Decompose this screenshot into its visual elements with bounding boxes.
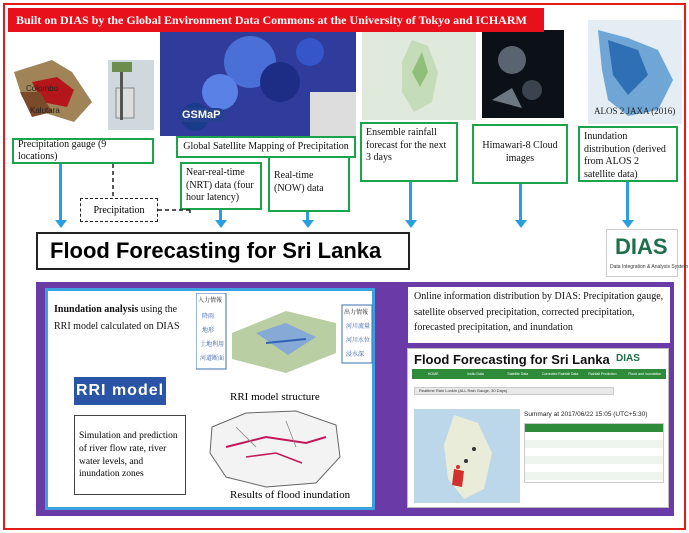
top-banner: Built on DIAS by the Global Environment Data Commons at the University of Tokyo and ICHARM — [8, 8, 544, 32]
arrow-ensemble-head — [405, 220, 417, 228]
arrow-inundation — [626, 182, 629, 220]
site-map[interactable] — [414, 409, 520, 503]
arrow-now-head — [302, 220, 314, 228]
site-summary-table — [524, 423, 664, 483]
site-nav-corrected[interactable]: Corrected Rainfall Data — [541, 372, 579, 376]
ensemble-box: Ensemble rainfall forecast for the next 3 days — [360, 122, 458, 182]
himawari-box: Himawari-8 Cloud images — [472, 124, 568, 184]
site-nav-home[interactable]: HOME — [427, 372, 439, 376]
now-box: Real-time (NOW) data — [268, 156, 350, 212]
site-nav-insitu[interactable]: Insitu Data — [467, 372, 484, 376]
site-rain-bar[interactable]: Realtime Rain Lonkin (ALL Rain Gauge, 30 Days) — [414, 387, 614, 395]
diagram-right-item-3: 浸水深 — [346, 352, 365, 358]
rri-model-label: RRI model — [74, 377, 166, 405]
inundation-results-map — [206, 407, 346, 489]
diagram-right-item-2: 河川水位 — [346, 338, 371, 344]
site-dias-logo: DIAS — [616, 353, 640, 364]
arrow-gauge — [59, 164, 62, 220]
alos-label: ALOS 2 JAXA (2016) — [594, 106, 676, 116]
map-label-kalutara: Kalutara — [30, 106, 60, 115]
arrow-nrt — [219, 210, 222, 220]
analysis-bold: Inundation analysis — [54, 304, 139, 315]
site-nav — [412, 369, 666, 379]
gsmap-logo: GSMaP — [178, 108, 225, 122]
diagram-left-header: 入力情報 — [198, 298, 223, 304]
inundation-dist-box: Inundation distribution (derived from ALOS 2 satellite data) — [578, 126, 678, 182]
diagram-left-item-1: 降雨 — [202, 314, 215, 320]
diagram-right-item-1: 河川流量 — [346, 324, 371, 330]
inundation-results-caption: Results of flood inundation — [230, 489, 351, 501]
dias-logo-text: DIAS — [615, 234, 668, 259]
main-title: Flood Forecasting for Sri Lanka — [36, 232, 410, 270]
website-screenshot — [407, 348, 669, 508]
diagram-left-item-4: 河道断面 — [200, 356, 225, 362]
precipitation-tag: Precipitation — [80, 198, 158, 222]
site-summary: Summary at 2017/06/22 15:05 (UTC+5:30) — [524, 411, 648, 418]
simulation-box: Simulation and prediction of river flow rate, river water levels, and inundation zones — [74, 415, 186, 495]
site-nav-flood[interactable]: Flood and Inundation — [628, 372, 662, 376]
gsmap-title-box: Global Satellite Mapping of Precipitation — [176, 136, 356, 158]
diagram-right-header: 出力情報 — [344, 310, 369, 316]
inundation-analysis-text — [54, 301, 184, 335]
site-table-body — [525, 432, 663, 482]
arrow-now — [306, 212, 309, 220]
rri-panel — [45, 288, 375, 510]
diagram-left-item-3: 土地利用 — [200, 342, 225, 348]
site-nav-satellite[interactable]: Satellite Data — [507, 372, 529, 376]
arrow-nrt-head — [215, 220, 227, 228]
nrt-box: Near-real-time (NRT) data (four hour latency) — [180, 162, 262, 210]
rri-structure-caption: RRI model structure — [230, 391, 320, 403]
dias-logo-sub: Data Integration & Analysis System — [610, 264, 689, 270]
analysis-rest: using the RRI model calculated on DIAS — [54, 304, 180, 332]
site-table-header — [525, 424, 663, 432]
arrow-inundation-head — [622, 220, 634, 228]
arrow-ensemble — [409, 182, 412, 220]
diagram-left-item-2: 地形 — [202, 328, 215, 334]
arrow-gauge-head — [55, 220, 67, 228]
map-label-colombo: Colombo — [26, 84, 59, 93]
online-info-box: Online information distribution by DIAS: Precipitation gauge, satellite observed precipitation, corrected precipitation, forecasted precipitation, and inundation — [408, 287, 670, 343]
site-title: Flood Forecasting for Sri Lanka — [414, 352, 610, 367]
gauge-box: Precipitation gauge (9 locations) — [12, 138, 154, 164]
rri-structure-diagram — [196, 293, 374, 383]
arrow-himawari — [519, 184, 522, 220]
site-nav-prediction[interactable]: Rainfall Prediction — [588, 372, 617, 376]
arrow-himawari-head — [515, 220, 527, 228]
dias-logo — [606, 229, 689, 277]
